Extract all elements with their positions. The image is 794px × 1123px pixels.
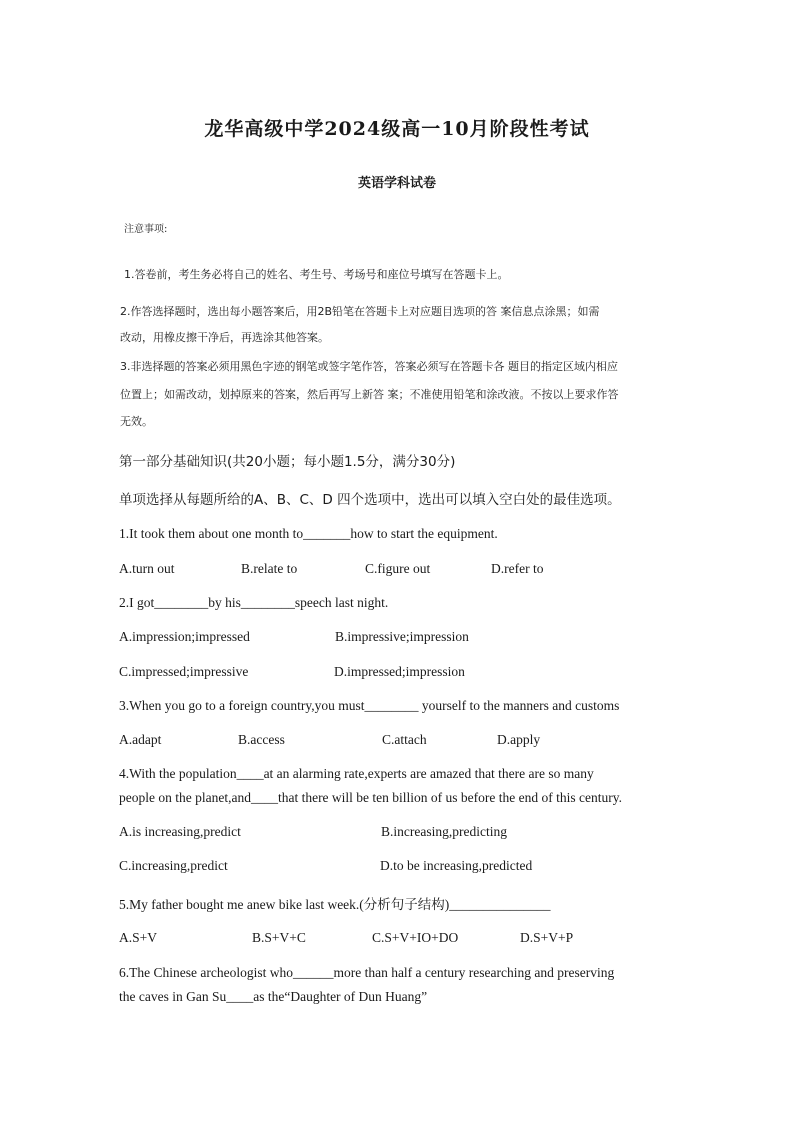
- option-d: D.S+V+P: [520, 930, 574, 945]
- option-d: D.impressed;impression: [334, 664, 465, 679]
- option-a: A.is increasing,predict: [119, 824, 241, 839]
- option-a: A.impression;impressed: [119, 629, 250, 644]
- notice-line: 1.答卷前，考生务必将自己的姓名、考生号、考场号和座位号填写在答题卡上。: [124, 268, 509, 281]
- section-title: 第一部分基础知识(共20小题；每小题1.5分，满分30分): [119, 454, 456, 470]
- exam-subtitle: 英语学科试卷: [357, 176, 436, 191]
- notice-line: 位置上；如需改动，划掉原来的答案，然后再写上新答 案；不准使用铅笔和涂改液。不按以上要求作答: [120, 388, 619, 401]
- question-stem: 1.It took them about one month to_______how to start the equipment.: [119, 526, 498, 541]
- question-stem: 6.The Chinese archeologist who______more than half a century researching and preserving: [119, 965, 615, 980]
- question-stem: 5.My father bought me anew bike last week.(分析句子结构)_______________: [119, 897, 551, 912]
- option-b: B.relate to: [241, 561, 298, 576]
- notice-heading: 注意事项:: [124, 224, 168, 235]
- notice-line: 2.作答选择题时，选出每小题答案后，用2B铅笔在答题卡上对应题目选项的答 案信息点涂黑；如需: [120, 305, 600, 318]
- option-c: C.figure out: [365, 561, 431, 576]
- option-b: B.impressive;impression: [335, 629, 469, 644]
- option-a: A.turn out: [119, 561, 175, 576]
- option-d: D.to be increasing,predicted: [380, 858, 533, 873]
- option-c: C.S+V+IO+DO: [372, 930, 459, 945]
- option-b: B.access: [238, 732, 285, 747]
- option-a: A.S+V: [119, 930, 157, 945]
- notice-line: 无效。: [120, 415, 153, 428]
- option-a: A.adapt: [119, 732, 162, 747]
- option-c: C.attach: [382, 732, 427, 747]
- option-c: C.impressed;impressive: [119, 664, 249, 679]
- option-b: B.increasing,predicting: [381, 824, 507, 839]
- exam-title: 龙华高级中学2024级高一10月阶段性考试: [204, 118, 590, 140]
- option-c: C.increasing,predict: [119, 858, 228, 873]
- question-stem: 2.I got________by his________speech last night.: [119, 595, 389, 610]
- option-b: B.S+V+C: [252, 930, 306, 945]
- question-stem: the caves in Gan Su____as the“Daughter of Dun Huang”: [119, 989, 428, 1004]
- question-stem: 3.When you go to a foreign country,you must________ yourself to the manners and customs: [119, 698, 620, 713]
- question-stem: 4.With the population____at an alarming rate,experts are amazed that there are so many: [119, 766, 594, 781]
- option-d: D.apply: [497, 732, 541, 747]
- option-d: D.refer to: [491, 561, 544, 576]
- notice-line: 3.非选择题的答案必须用黑色字迹的钢笔或签字笔作答，答案必须写在答题卡各 题目的指定区域内相应: [120, 360, 618, 373]
- section-instruction: 单项选择从每题所给的A、B、C、D 四个选项中，选出可以填入空白处的最佳选项。: [119, 492, 621, 508]
- question-stem: people on the planet,and____that there will be ten billion of us before the end of this century.: [119, 790, 622, 805]
- notice-line: 改动，用橡皮擦干净后，再选涂其他答案。: [120, 331, 329, 344]
